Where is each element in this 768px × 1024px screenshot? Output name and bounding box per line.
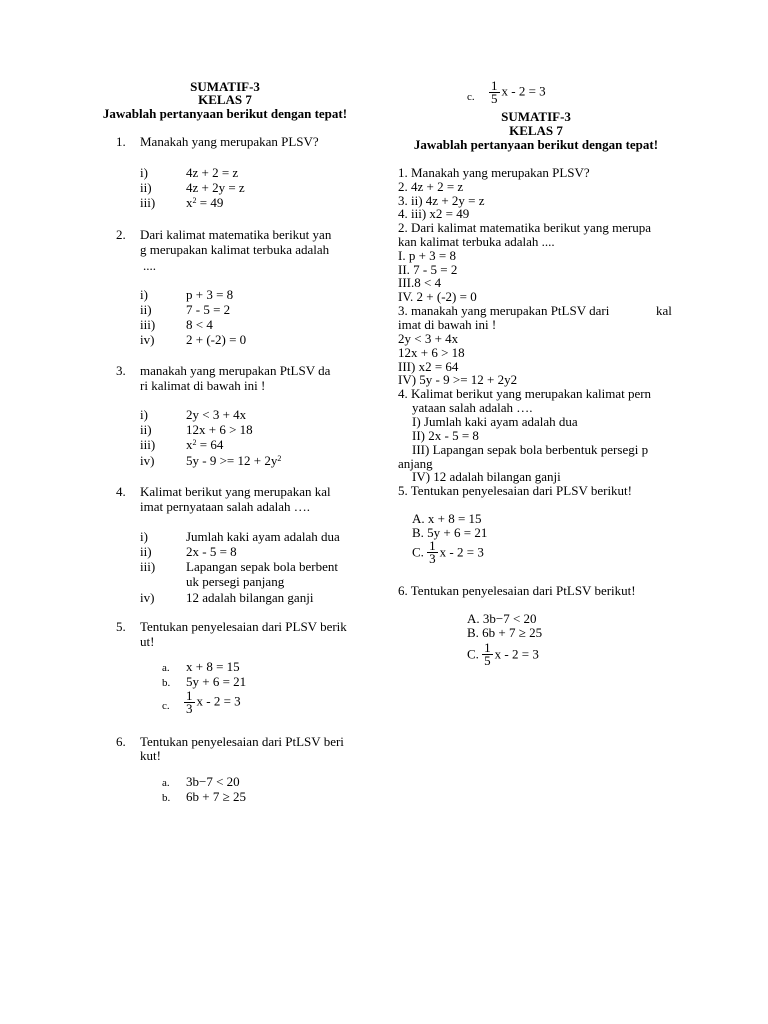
left-instruction: Jawablah pertanyaan berikut dengan tepat! [102, 106, 348, 121]
right-line: I. p + 3 = 8 [398, 248, 456, 263]
right-line: III.8 < 4 [398, 275, 442, 290]
q2-opt-label: iii) [140, 317, 156, 332]
q3-opt-label: i) [140, 407, 148, 422]
q3-text: ri kalimat di bawah ini ! [140, 378, 266, 393]
right-line: II. 7 - 5 = 2 [398, 262, 458, 277]
q1-number: 1. [116, 134, 126, 149]
q5-opt-label: a. [162, 662, 170, 674]
right-line: II) 2x - 5 = 8 [412, 428, 479, 443]
q3-opt-label: iv) [140, 453, 155, 468]
q6-opt-label: a. [162, 777, 170, 789]
q2-opt-text: 2 + (-2) = 0 [186, 332, 247, 347]
right-line: III) x2 = 64 [398, 359, 459, 374]
right-q6-text: 6. Tentukan penyelesaian dari PtLSV berikut! [398, 583, 636, 598]
q3-opt-label: iii) [140, 437, 156, 452]
q5-text: ut! [140, 634, 155, 649]
right-q6-opt: B. 6b + 7 ≥ 25 [467, 625, 543, 640]
q4-text: Kalimat berikut yang merupakan kal [140, 484, 331, 499]
right-q6-opt: A. 3b−7 < 20 [467, 611, 537, 626]
q4-opt-text: Lapangan sepak bola berbent [186, 559, 338, 574]
left-class: KELAS 7 [198, 92, 252, 107]
q5-number: 5. [116, 619, 126, 634]
right-line: 4. Kalimat berikut yang merupakan kalimat pern [398, 386, 652, 401]
q1-opt-text: 4z + 2y = z [186, 180, 245, 195]
q4-text: imat pernyataan salah adalah …. [140, 499, 311, 514]
q4-opt-text: 12 adalah bilangan ganji [186, 590, 314, 605]
q6-opt-label: b. [162, 792, 171, 804]
q1-opt-label: i) [140, 165, 148, 180]
q2-opt-label: ii) [140, 302, 152, 317]
q4-opt-label: iv) [140, 590, 155, 605]
right-top-c-fraction: $\frac{1}{5}$ x - 2 = 3 [491, 78, 546, 106]
right-line: yataan salah adalah …. [412, 400, 533, 415]
q3-opt-label: ii) [140, 422, 152, 437]
q5-opt-text: x + 8 = 15 [186, 659, 240, 674]
q3-text: manakah yang merupakan PtLSV da [140, 363, 331, 378]
right-line: 2. Dari kalimat matematika berikut yang merupa [398, 220, 652, 235]
q1-opt-text: 4z + 2 = z [186, 165, 239, 180]
q1-opt-label: iii) [140, 195, 156, 210]
q5-opt-label: c. [162, 700, 170, 712]
q2-opt-label: i) [140, 287, 148, 302]
right-line: I) Jumlah kaki ayam adalah dua [412, 414, 578, 429]
q3-opt-text: 12x + 6 > 18 [186, 422, 253, 437]
right-line: 4. iii) x2 = 49 [398, 206, 470, 221]
right-line: 12x + 6 > 18 [398, 345, 465, 360]
q2-opt-text: 8 < 4 [186, 317, 213, 332]
q2-opt-label: iv) [140, 332, 155, 347]
q5-opt-fraction: $\frac{1}{3}$ x - 2 = 3 [186, 688, 241, 716]
q2-text: .... [143, 258, 156, 273]
q5-opt-text: 5y + 6 = 21 [186, 674, 247, 689]
q4-opt-text: 2x - 5 = 8 [186, 544, 237, 559]
right-q5-opt: B. 5y + 6 = 21 [412, 525, 488, 540]
q6-opt-text: 6b + 7 ≥ 25 [186, 789, 246, 804]
q2-number: 2. [116, 227, 126, 242]
q2-opt-text: 7 - 5 = 2 [186, 302, 231, 317]
q3-opt-text: $5y - 9 >= 12 + 2y^2$ [186, 453, 282, 468]
right-line: III) Lapangan sepak bola berbentuk persegi p [412, 442, 649, 457]
right-line: IV) 5y - 9 >= 12 + 2y2 [398, 372, 518, 387]
q5-text: Tentukan penyelesaian dari PLSV berik [140, 619, 347, 634]
q4-opt-text: uk persegi panjang [186, 574, 285, 589]
right-q6-opt: C. $\frac{1}{5}$ x - 2 = 3 [467, 640, 539, 668]
right-line: 2y < 3 + 4x [398, 331, 459, 346]
right-class: KELAS 7 [509, 123, 563, 138]
q3-opt-text: 2y < 3 + 4x [186, 407, 247, 422]
q6-opt-text: 3b−7 < 20 [186, 774, 240, 789]
q1-opt-label: ii) [140, 180, 152, 195]
right-line: IV) 12 adalah bilangan ganji [412, 469, 561, 484]
right-line: 5. Tentukan penyelesaian dari PLSV berikut! [398, 483, 632, 498]
right-line: 3. manakah yang merupakan PtLSV dari [398, 303, 610, 318]
right-title: SUMATIF-3 [501, 109, 571, 124]
q3-number: 3. [116, 363, 126, 378]
q1-text: Manakah yang merupakan PLSV? [140, 134, 319, 149]
q3-opt-text: $x^2 = 64$ [186, 437, 224, 452]
q4-opt-text: Jumlah kaki ayam adalah dua [186, 529, 340, 544]
right-line: kan kalimat terbuka adalah .... [398, 234, 555, 249]
right-line: imat di bawah ini ! [398, 317, 497, 332]
right-line: IV. 2 + (-2) = 0 [398, 289, 477, 304]
q2-text: g merupakan kalimat terbuka adalah [140, 242, 330, 257]
right-line: 1. Manakah yang merupakan PLSV? [398, 165, 590, 180]
right-line: 2. 4z + 2 = z [398, 179, 464, 194]
right-line-tail: kal [656, 303, 672, 318]
q2-opt-text: p + 3 = 8 [186, 287, 234, 302]
q6-number: 6. [116, 734, 126, 749]
q5-opt-label: b. [162, 677, 171, 689]
q4-opt-label: i) [140, 529, 148, 544]
q4-number: 4. [116, 484, 126, 499]
q6-text: Tentukan penyelesaian dari PtLSV beri [140, 734, 344, 749]
q4-opt-label: iii) [140, 559, 156, 574]
q4-opt-label: ii) [140, 544, 152, 559]
left-title: SUMATIF-3 [190, 79, 260, 94]
right-top-c-label: c. [467, 91, 475, 103]
q6-text: kut! [140, 748, 161, 763]
right-q5-opt: A. x + 8 = 15 [412, 511, 482, 526]
right-line: anjang [398, 456, 433, 471]
q1-opt-text: $x^2 = 49$ [186, 195, 224, 210]
q2-text: Dari kalimat matematika berikut yan [140, 227, 332, 242]
right-line: 3. ii) 4z + 2y = z [398, 193, 485, 208]
right-instruction: Jawablah pertanyaan berikut dengan tepat! [413, 137, 659, 152]
right-q5-opt: C. $\frac{1}{3}$ x - 2 = 3 [412, 538, 484, 566]
